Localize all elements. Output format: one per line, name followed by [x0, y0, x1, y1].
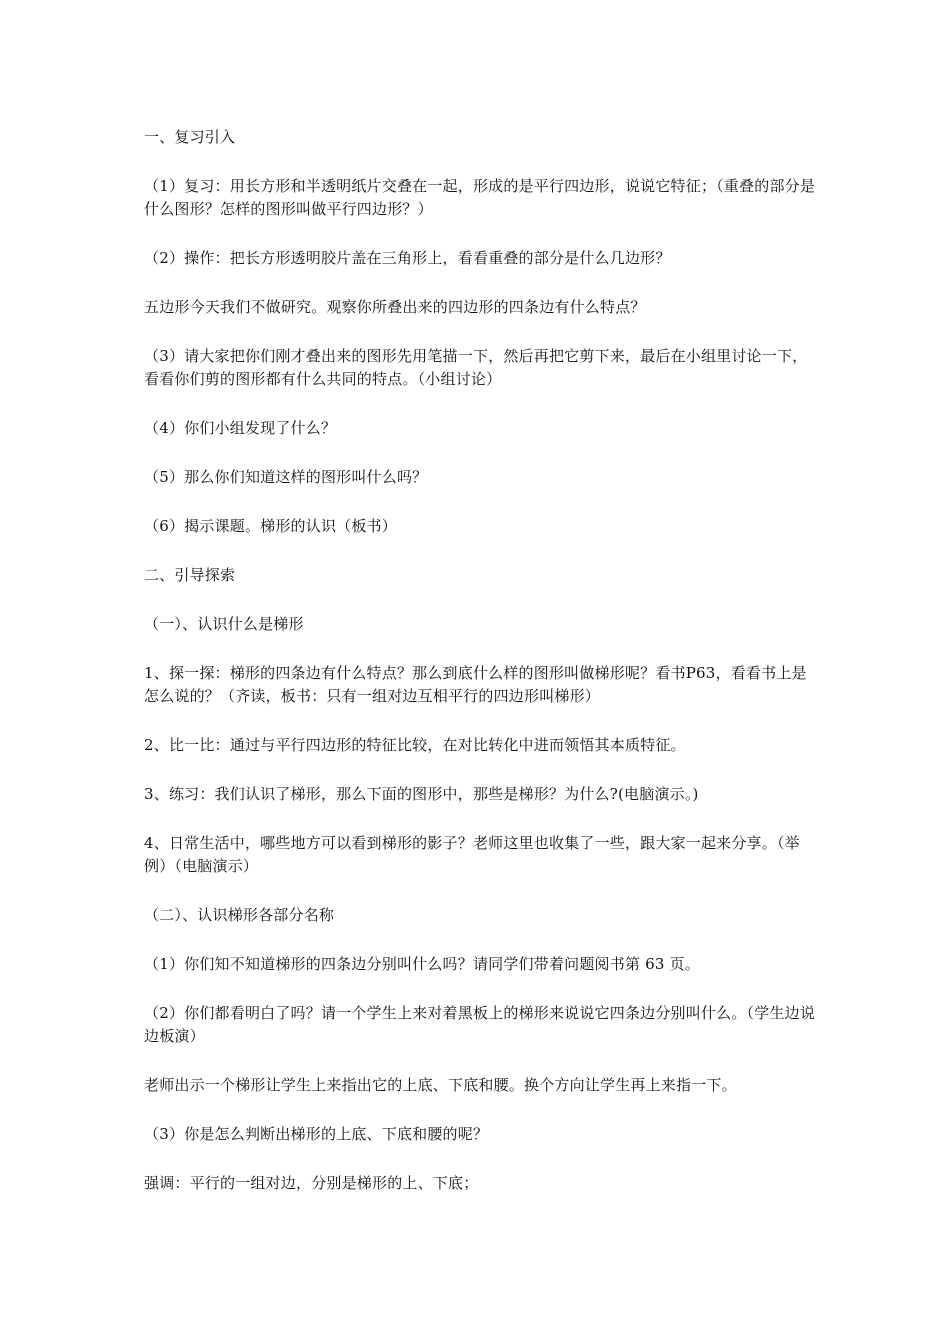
paragraph-practice: 3、练习：我们认识了梯形，那么下面的图形中，那些是梯形？为什么?(电脑演示。): [144, 785, 699, 803]
paragraph-pentagon: 五边形今天我们不做研究。观察你所叠出来的四边形的四条边有什么特点？: [144, 298, 646, 316]
paragraph-side-names: （1）你们知不知道梯形的四条边分别叫什么吗？请同学们带着问题阅书第 63 页。: [144, 955, 700, 973]
subsection-heading-parts: （二）、认识梯形各部分名称: [144, 906, 335, 924]
paragraph-group-task: （3）请大家把你们刚才叠出来的图形先用笔描一下，然后再把它剪下来，最后在小组里讨论一下，看看你们剪的图形都有什么共同的特点。（小组讨论）: [144, 347, 808, 388]
paragraph-group-findings: （4）你们小组发现了什么？: [144, 419, 337, 437]
paragraph-review: （1）复习：用长方形和半透明纸片交叠在一起，形成的是平行四边形，说说它特征；（重叠的部分是什么图形？怎样的图形叫做平行四边形？）: [144, 177, 816, 218]
document-body: [144, 126, 816, 1221]
paragraph-daily-life: 4、日常生活中，哪些地方可以看到梯形的影子？老师这里也收集了一些，跟大家一起来分享。（举例）（电脑演示）: [144, 834, 800, 875]
paragraph-shape-name: （5）那么你们知道这样的图形叫什么吗？: [144, 468, 428, 486]
paragraph-emphasis: 强调：平行的一组对边，分别是梯形的上、下底；: [144, 1174, 479, 1192]
subsection-heading-what-is-trapezoid: （一）、认识什么是梯形: [144, 615, 304, 633]
paragraph-explore: 1、探一探：梯形的四条边有什么特点？那么到底什么样的图形叫做梯形呢？看书P63，看看书上是怎么说的？（齐读，板书：只有一组对边互相平行的四边形叫梯形）: [144, 664, 807, 705]
section-heading-review: 一、复习引入: [144, 128, 236, 146]
paragraph-teacher-demo: 老师出示一个梯形让学生上来指出它的上底、下底和腰。换个方向让学生再上来指一下。: [144, 1076, 737, 1094]
section-heading-explore: 二、引导探索: [144, 566, 236, 584]
paragraph-compare: 2、比一比：通过与平行四边形的特征比较，在对比转化中进而领悟其本质特征。: [144, 736, 686, 754]
paragraph-operation: （2）操作：把长方形透明胶片盖在三角形上，看看重叠的部分是什么几边形？: [144, 249, 671, 267]
paragraph-blackboard: （2）你们都看明白了吗？请一个学生上来对着黑板上的梯形来说说它四条边分别叫什么。（学生边说边板演）: [144, 1004, 816, 1045]
paragraph-reveal-topic: （6）揭示课题。梯形的认识（板书）: [144, 517, 397, 535]
paragraph-judge: （3）你是怎么判断出梯形的上底、下底和腰的呢？: [144, 1125, 489, 1143]
